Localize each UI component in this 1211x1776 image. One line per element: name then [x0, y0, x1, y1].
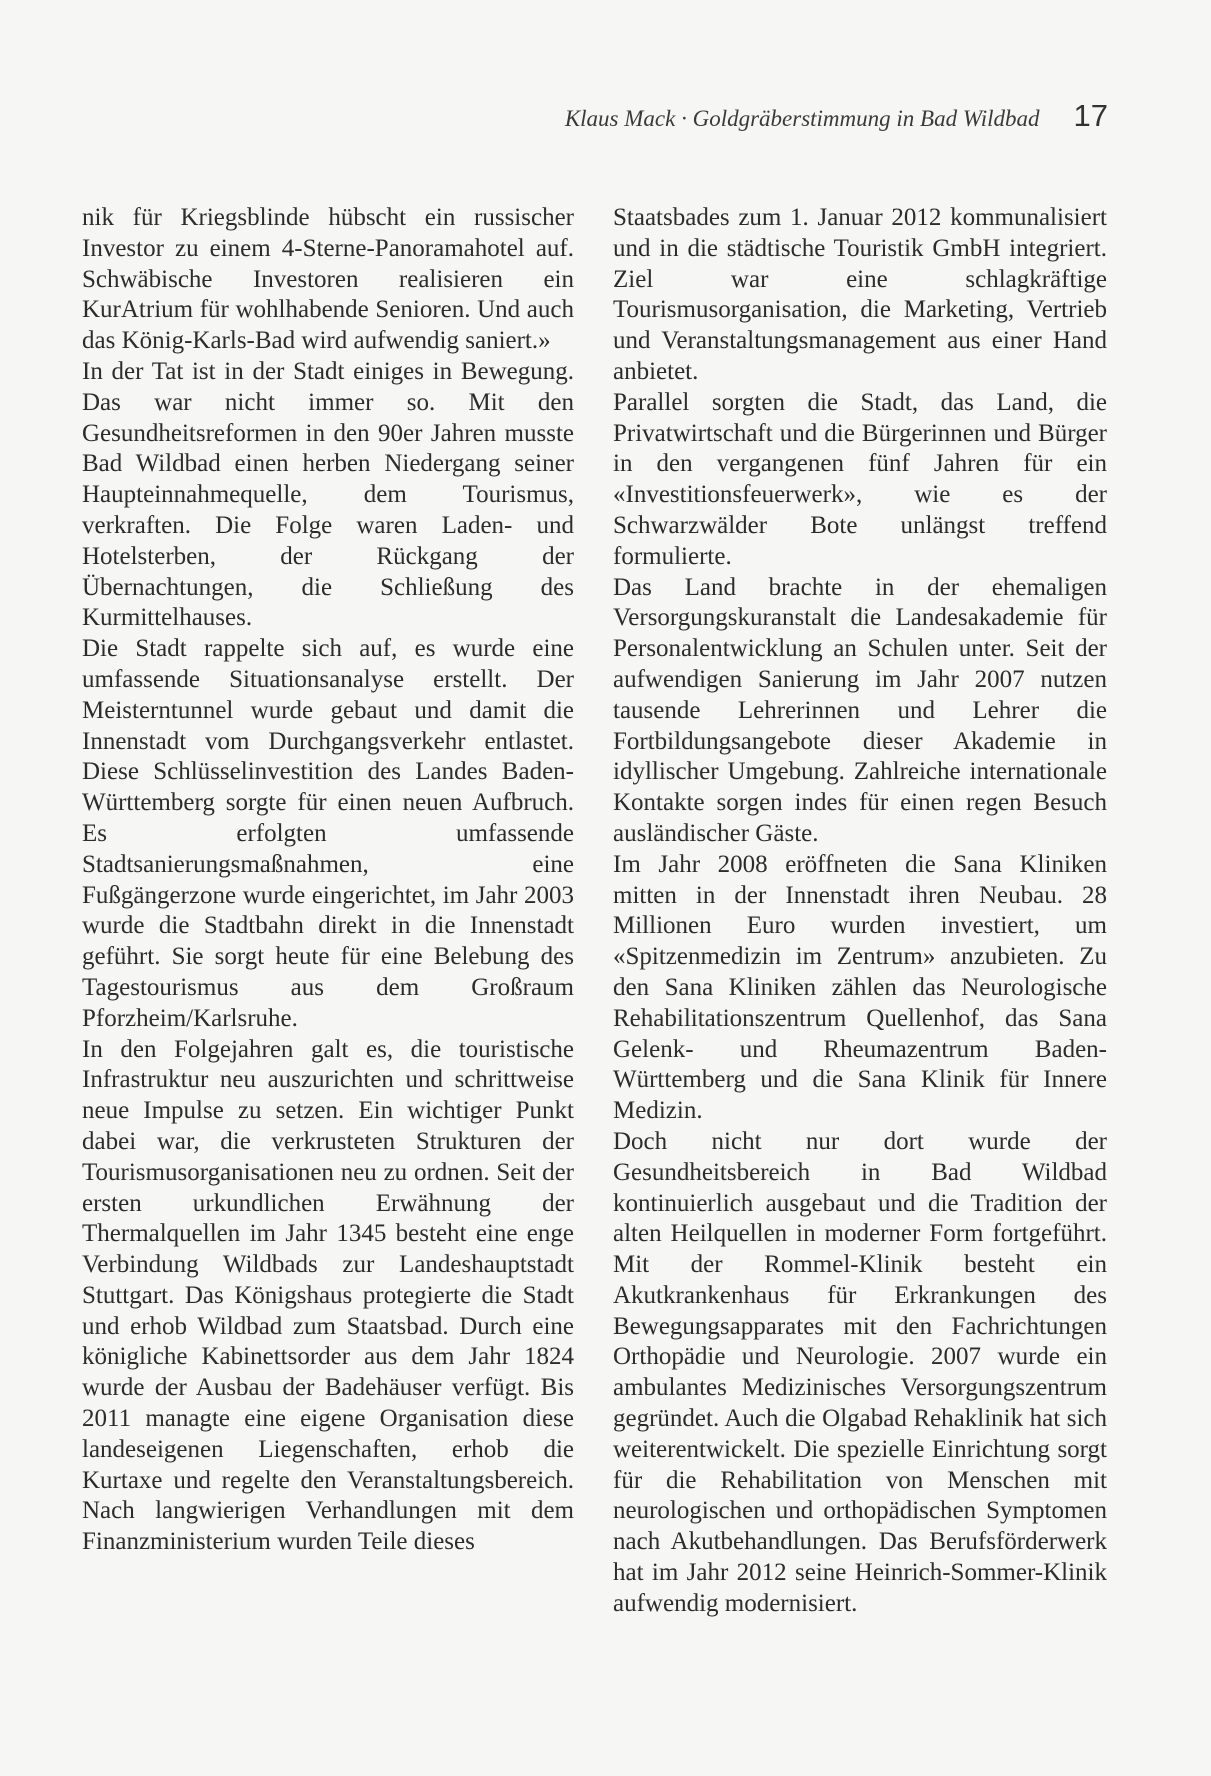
paragraph: Im Jahr 2008 eröffneten die Sana Kliniken mitten in der Innenstadt ihren Neubau. 28 Millionen Euro wurden investiert, um «Spitzenmedizin im Zentrum» anzubieten. Zu den Sana Kliniken zählen das Neurologische Rehabilitationszentrum Quellenhof, das Sana Gelenk- und Rheumazentrum Baden-Württemberg und die Sana Klinik für Innere Medizin. — [613, 850, 1107, 1125]
running-head: Klaus Mack · Goldgräberstimmung in Bad Wildbad — [564, 106, 1040, 131]
paragraph: Das Land brachte in der ehemaligen Versorgungskuranstalt die Landesakademie für Personalentwicklung an Schulen unter. Seit der aufwendigen Sanierung im Jahr 2007 nutzen tausende Lehrerinnen und Lehrer die Fortbildungsangebote dieser Akademie in idyllischer Umgebung. Zahlreiche internationale Kontakte sorgen indes für einen regen Besuch ausländischer Gäste. — [613, 573, 1107, 847]
paragraph: In der Tat ist in der Stadt einiges in Bewegung. Das war nicht immer so. Mit den Gesundheitsreformen in den 90er Jahren musste Bad Wildbad einen herben Niedergang seiner Haupteinnahmequelle, dem Tourismus, verkraften. Die Folge waren Laden- und Hotelsterben, der Rückgang der Übernachtungen, die Schließung des Kurmittelhauses. — [82, 357, 574, 632]
paragraph: In den Folgejahren galt es, die touristische Infrastruktur neu auszurichten und schrittweise neue Impulse zu setzen. Ein wichtiger Punkt dabei war, die verkrusteten Strukturen der Tourismusorganisationen neu zu ordnen. Seit der ersten urkundlichen Erwähnung der Thermalquellen im Jahr 1345 besteht eine enge Verbindung Wildbads zur Landeshauptstadt Stuttgart. Das Königshaus protegierte die Stadt und erhob Wildbad zum Staatsbad. Durch eine königliche Kabinettsorder aus dem Jahr 1824 wurde der Ausbau der Badehäuser verfügt. Bis 2011 managte eine eigene Organisation diese landeseigenen Liegenschaften, erhob die Kurtaxe und regelte den Veranstaltungsbereich. Nach langwierigen Verhandlungen mit dem Finanzministerium wurden Teile dieses — [82, 1035, 574, 1556]
paragraph: Parallel sorgten die Stadt, das Land, die Privatwirtschaft und die Bürgerinnen und Bürger in den vergangenen fünf Jahren für ein «Investitionsfeuerwerk», wie es der Schwarzwälder Bote unlängst treffend formulierte. — [613, 388, 1107, 570]
left-column — [82, 203, 574, 1558]
paragraph: Doch nicht nur dort wurde der Gesundheitsbereich in Bad Wildbad kontinuierlich ausgebaut und die Tradition der alten Heilquellen in moderner Form fortgeführt. Mit der Rommel-Klinik besteht ein Akutkrankenhaus für Erkrankungen des Bewegungsapparates mit den Fachrichtungen Orthopädie und Neurologie. 2007 wurde ein ambulantes Medizinisches Versorgungszentrum gegründet. Auch die Olgabad Rehaklinik hat sich weiterentwickelt. Die spezielle Einrichtung sorgt für die Rehabilitation von Menschen mit neurologischen und orthopädischen Symptomen nach Akutbehandlungen. Das Berufsförderwerk hat im Jahr 2012 seine Heinrich-Sommer-Klinik aufwendig modernisiert. — [613, 1127, 1107, 1617]
right-column — [613, 203, 1107, 1620]
page-header — [0, 98, 1108, 134]
page-number: 17 — [1073, 98, 1108, 133]
paragraph: nik für Kriegsblinde hübscht ein russischer Investor zu einem 4-Sterne-Panoramahotel auf. Schwäbische Investoren realisieren ein KurAtrium für wohlhabende Senioren. Und auch das König-Karls-Bad wird aufwendig saniert.» — [82, 204, 574, 355]
paragraph: Die Stadt rappelte sich auf, es wurde eine umfassende Situationsanalyse erstellt. Der Meisterntunnel wurde gebaut und damit die Innenstadt vom Durchgangsverkehr entlastet. Diese Schlüsselinvestition des Landes Baden-Württemberg sorgte für einen neuen Aufbruch. Es erfolgten umfassende Stadtsanierungsmaßnahmen, eine Fußgängerzone wurde eingerichtet, im Jahr 2003 wurde die Stadtbahn direkt in die Innenstadt geführt. Sie sorgt heute für eine Belebung des Tagestourismus aus dem Großraum Pforzheim/Karlsruhe. — [82, 635, 574, 1032]
paragraph: Staatsbades zum 1. Januar 2012 kommunalisiert und in die städtische Touristik GmbH integriert. Ziel war eine schlagkräftige Tourismusorganisation, die Marketing, Vertrieb und Veranstaltungsmanagement aus einer Hand anbietet. — [613, 204, 1107, 385]
